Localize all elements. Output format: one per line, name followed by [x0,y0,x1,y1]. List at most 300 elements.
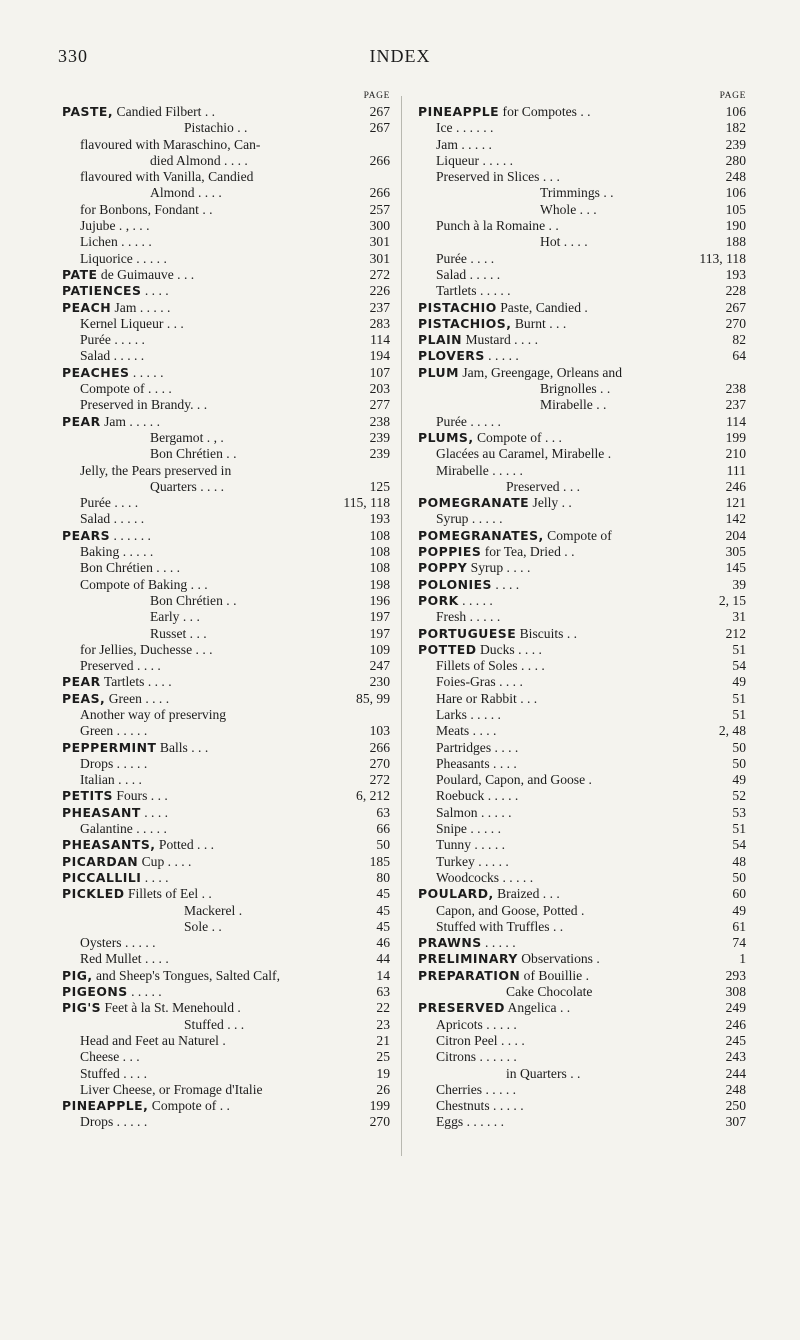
entry-keyword: PEAR [62,674,101,690]
entry-text [418,104,591,120]
entry-label: Jam, Greengage, Orleans and [462,364,623,380]
entry-leader-dots: . . . . . [124,935,156,951]
entry-label: de Guimauve [100,266,174,282]
entry-keyword: PIG, [62,967,93,983]
entry-leader-dots: . . . . . [487,788,519,804]
entry-text [418,674,523,690]
entry-label: Larks [436,706,467,722]
entry-page-number: 199 [725,429,746,445]
entry-leader-dots: . . . [190,576,208,592]
entry-label: Pheasants [436,755,490,771]
entry-page-number: 182 [725,120,746,136]
index-entry [418,511,746,527]
entry-leader-dots: . . [596,397,607,413]
index-entry [62,886,390,902]
index-entry [62,120,390,136]
entry-keyword: PRELIMINARY [418,951,518,967]
index-entry [62,805,390,821]
entry-page-number: 283 [369,315,390,331]
entry-label: Jam [114,299,137,315]
entry-leader-dots: . . . . [495,576,520,592]
index-entry [418,251,746,267]
entry-label: Eggs [436,1114,464,1130]
entry-label: Roebuck [436,788,485,804]
entry-keyword: PISTACHIOS, [418,315,512,331]
entry-page-number: 106 [725,185,746,201]
entry-label: Turkey [436,853,475,869]
entry-text [418,185,614,201]
entry-leader-dots: . . . . . [492,462,523,478]
entry-text [62,544,153,560]
entry-text [418,495,572,511]
entry-leader-dots: . . . . . [486,1016,517,1032]
entry-leader-dots: . . . . . . [456,120,494,136]
entry-page-number: 300 [369,218,390,234]
index-entry [418,316,746,332]
entry-text [62,365,164,381]
index-entry [418,153,746,169]
index-entry [62,300,390,316]
column-divider [401,96,402,1156]
entry-leader-dots: . . . . [224,152,248,168]
entry-page-number: 107 [369,364,390,380]
entry-leader-dots: . . . . . [129,413,160,429]
index-entry [418,1098,746,1114]
entry-label: Galantine [80,821,133,837]
entry-leader-dots: . . . . . [502,869,534,885]
entry-label: Stuffed [184,1016,224,1032]
entry-page-number: 53 [732,804,746,820]
index-entry [62,756,390,772]
entry-page-number: 50 [376,837,390,853]
entry-label: Syrup [470,560,504,576]
index-entry [62,251,390,267]
index-entry [62,919,390,935]
entry-text [62,1049,140,1065]
entry-label: Cake Chocolate [506,984,593,1000]
entry-page-number: 277 [369,397,390,413]
entry-leader-dots: . . [196,397,208,413]
entry-label: Foies-Gras [436,674,496,690]
entry-leader-dots: . . [237,120,248,136]
entry-label: Compote of Baking [80,576,188,592]
entry-leader-dots: . . . . . [493,1098,524,1114]
entry-leader-dots: . . . . . [122,544,154,560]
entry-leader-dots: . . . . . [469,266,501,282]
entry-label: for Tea, Dried [484,544,561,560]
entry-leader-dots: . . . . [118,772,142,788]
entry-leader-dots: . . . . [144,283,169,299]
entry-leader-dots: . . . . . [121,234,152,250]
entry-label: Snipe [436,821,467,837]
entry-label: Mackerel [184,902,236,918]
entry-leader-dots: . . . . . [114,332,145,348]
entry-page-number: 248 [725,1081,746,1097]
entry-text [418,397,606,413]
entry-label: for Jellies, Duchesse [80,641,193,657]
entry-leader-dots: . . . . . [116,1114,148,1130]
entry-page-number: 54 [732,658,746,674]
entry-leader-dots: . . . . [518,641,542,657]
entry-page-number: 198 [369,576,390,592]
index-entry [418,332,746,348]
entry-leader-dots: . . . . . . [113,527,151,543]
entry-text [418,642,542,658]
entry-label: Meats [436,723,470,739]
index-entry [418,837,746,853]
entry-label: Purée [436,413,467,429]
index-entry [418,1049,746,1065]
entry-page-number: 272 [369,772,390,788]
index-entry [418,414,746,430]
entry-page-number: 237 [369,299,390,315]
entry-text [62,560,180,576]
index-entry [418,169,746,185]
entry-text [62,430,224,446]
entry-text [418,788,518,804]
index-entry [62,1017,390,1033]
entry-leader-dots: . . . . [500,1032,525,1048]
index-entry [418,495,746,511]
entry-page-number: 25 [376,1049,390,1065]
entry-leader-dots: . . . [563,478,581,494]
entry-keyword: PLUMS, [418,429,474,445]
entry-label: Red Mullet [80,951,142,967]
entry-page-number: 250 [725,1098,746,1114]
index-entry [418,185,746,201]
entry-label: Apricots [436,1016,483,1032]
entry-text [62,479,224,495]
entry-text [418,609,500,625]
entry-label: Fillets of Soles [436,658,518,674]
entry-page-number: 49 [732,674,746,690]
entry-keyword: POTTED [418,641,477,657]
entry-text [62,495,138,511]
entry-leader-dots: . . . . . . [466,1114,504,1130]
entry-text [62,609,200,625]
entry-label: Preserved in Slices [436,169,540,185]
entry-page-number: 193 [725,266,746,282]
entry-label: Candied Filbert [116,104,202,119]
entry-page-number: 266 [369,185,390,201]
entry-leader-dots: . . . [189,625,207,641]
entry-text [418,479,580,495]
entry-label: Liver Cheese, or Fromage d'Italie [80,1081,263,1097]
index-entry [418,658,746,674]
page-number: 330 [58,46,88,66]
entry-text [62,316,184,332]
entry-page-number: 307 [725,1114,746,1130]
entry-leader-dots: . . [603,185,614,201]
index-entry [62,609,390,625]
index-entry [418,560,746,576]
entry-page-number: 108 [369,560,390,576]
entry-keyword: PHEASANT [62,804,141,820]
entry-text [62,577,208,593]
entry-leader-dots: . . . . . [136,250,167,266]
entry-leader-dots: . . . . . [131,984,162,1000]
entry-text [62,381,172,397]
index-entry [418,1082,746,1098]
index-entry [418,951,746,967]
entry-leader-dots: . . . . [147,381,172,397]
entry-page-number: 197 [369,609,390,625]
entry-page-number: 114 [370,332,390,348]
entry-page-number: 26 [376,1081,390,1097]
entry-label: Another way of preserving [80,706,227,722]
index-entry [418,202,746,218]
index-entry [418,430,746,446]
entry-keyword: PICARDAN [62,853,139,869]
index-entry [418,137,746,153]
entry-label: Mustard [465,332,511,348]
entry-text [62,968,280,984]
entry-page-number: 230 [369,674,390,690]
entry-label: Burnt [514,315,546,331]
entry-text [62,137,260,153]
entry-label: Preserved in Brandy. [80,397,194,413]
entry-text [62,348,144,364]
entry-page-number: 272 [369,266,390,282]
index-entry [418,821,746,837]
entry-leader-dots: . . . . [470,250,495,266]
index-entry [62,1066,390,1082]
index-entry [62,723,390,739]
entry-label: Early [150,609,180,625]
entry-leader-dots: . . [600,381,611,397]
entry-text [418,1066,580,1082]
entry-page-number: 239 [369,446,390,462]
entry-leader-dots: . . [211,918,222,934]
entry-leader-dots: . . [561,495,572,511]
entry-text [62,805,168,821]
entry-label: Preserved [506,478,560,494]
index-entry [62,185,390,201]
entry-label: Salad [436,266,467,282]
entry-leader-dots: . . [548,218,559,234]
index-entry [418,446,746,462]
entry-leader-dots: . . . . . [136,821,167,837]
entry-label: Compote of [476,429,542,445]
entry-text [418,202,597,218]
entry-label: in Quarters [506,1065,567,1081]
entry-text [418,446,611,462]
entry-label: Liqueur [436,152,480,168]
entry-label: Purée [436,250,467,266]
entry-text [62,218,150,234]
index-entry [62,348,390,364]
index-entry [62,870,390,886]
entry-leader-dots: . . . . [144,804,169,820]
entry-keyword: POPPY [418,560,468,576]
entry-leader-dots: . . . . . [470,706,501,722]
entry-page-number: 45 [376,902,390,918]
entry-text [418,1082,516,1098]
entry-leader-dots: . . . [520,690,538,706]
entry-page-number: 244 [725,1065,746,1081]
index-entry [62,446,390,462]
entry-leader-dots: . . . . [472,723,497,739]
column-heading: PAGE [363,91,390,101]
entry-text [62,414,160,430]
entry-leader-dots: . . . . . [116,723,148,739]
entry-keyword: PEPPERMINT [62,739,157,755]
index-entry [418,544,746,560]
entry-label: Bon Chrétien [150,592,223,608]
entry-text [418,348,519,364]
entry-page-number: 280 [725,152,746,168]
entry-text [62,821,167,837]
entry-label: Stuffed [80,1065,120,1081]
entry-leader-dots: . . . . [137,658,161,674]
entry-label: Jelly, the Pears preserved in [80,462,232,478]
entry-page-number: 270 [369,755,390,771]
entry-text [62,528,151,544]
entry-keyword: POULARD, [418,886,494,902]
entry-leader-dots: . . . . . [132,364,164,380]
entry-leader-dots: . . . . . [471,511,503,527]
entry-page-number: 49 [732,772,746,788]
entry-page-number: 50 [732,869,746,885]
entry-keyword: PINEAPPLE [418,104,500,119]
index-entry [62,463,390,479]
entry-text [418,903,584,919]
index-entry [418,234,746,250]
entry-page-number: 52 [732,788,746,804]
entry-leader-dots: . . . . [506,560,531,576]
entry-label: Fresh [436,609,467,625]
entry-label: Capon, and Goose, Potted [436,902,578,918]
index-entry [62,104,390,120]
entry-label: Observations [521,951,593,967]
entry-page-number: 238 [369,413,390,429]
entry-leader-dots: . . [570,1065,581,1081]
index-entry [62,414,390,430]
index-entry [62,430,390,446]
index-entry [418,1066,746,1082]
entry-leader-dots: . . . . [493,755,517,771]
index-entry [62,479,390,495]
entry-label: Paste, Candied [500,299,582,315]
entry-page-number: 114 [726,413,746,429]
entry-label: Cherries [436,1081,483,1097]
entry-leader-dots: . . . . . [474,837,506,853]
index-entry [62,202,390,218]
entry-leader-dots: . . . . . [470,821,501,837]
entry-leader-dots: . . . . [144,951,169,967]
entry-leader-dots: . . . . [147,674,172,690]
index-entry [418,968,746,984]
entry-page-number: 44 [376,951,390,967]
entry-page-number: 267 [369,120,390,136]
index-entry [418,1017,746,1033]
entry-leader-dots: . . . [549,315,567,331]
entry-text [418,756,517,772]
entry-text [418,854,509,870]
entry-text [62,756,147,772]
index-entry [62,137,390,153]
entry-page-number: 50 [732,755,746,771]
entry-text [62,837,214,853]
entry-page-number: 21 [376,1032,390,1048]
entry-label: and Sheep's Tongues, Salted Calf, [95,967,280,983]
entry-text [62,788,168,804]
index-entry [62,691,390,707]
entry-keyword: PEAS, [62,690,106,706]
index-entry [62,332,390,348]
entry-label: Salad [80,348,111,364]
index-entry [418,723,746,739]
entry-text [62,740,208,756]
entry-label: Biscuits [519,625,564,641]
entry-text [418,577,519,593]
entry-text [62,120,247,136]
entry-page-number: 238 [725,381,746,397]
column-heading: PAGE [719,91,746,101]
running-head: INDEX [369,46,431,66]
entry-keyword: PHEASANTS, [62,837,156,853]
entry-leader-dots: . . . [122,1049,140,1065]
index-entry [62,854,390,870]
entry-text [62,251,167,267]
entry-page-number: 51 [732,641,746,657]
index-entry [418,381,746,397]
entry-leader-dots: . . . . . [479,283,511,299]
entry-leader-dots: . . [226,592,237,608]
entry-leader-dots: . . [204,104,216,119]
entry-leader-dots: . . . . [197,185,222,201]
index-entry [62,593,390,609]
entry-text [418,528,612,544]
entry-leader-dots: . [596,951,600,967]
entry-label: Sole [184,918,209,934]
entry-text [418,951,600,967]
index-entry [418,772,746,788]
entry-page-number: 63 [376,984,390,1000]
entry-page-number: 239 [725,136,746,152]
entry-text [418,821,501,837]
entry-label: Fours [116,788,148,804]
entry-text [418,626,577,642]
entry-label: Quarters [150,478,197,494]
entry-text [62,397,207,413]
entry-keyword: PIG'S [62,1000,102,1016]
entry-page-number: 109 [369,641,390,657]
entry-label: Bergamot [150,429,204,445]
entry-keyword: PICKLED [62,886,125,902]
entry-leader-dots: . . [560,1000,571,1016]
index-entry [62,511,390,527]
entry-page-number: 246 [725,1016,746,1032]
entry-label: Salad [80,511,111,527]
entry-label: Cheese [80,1049,120,1065]
entry-text [62,234,152,250]
entry-leader-dots: . . . [542,169,560,185]
entry-page-number: 266 [369,152,390,168]
entry-page-number: 301 [369,234,390,250]
index-entry [418,120,746,136]
entry-page-number: 23 [376,1016,390,1032]
index-entry [418,1033,746,1049]
entry-leader-dots: . . . . . [485,935,516,951]
entry-text [62,642,213,658]
entry-leader-dots: . . . . . [113,511,145,527]
entry-keyword: PREPARATION [418,967,521,983]
index-entry [62,267,390,283]
entry-text [62,951,169,967]
index-entry [418,788,746,804]
entry-page-number: 210 [725,446,746,462]
